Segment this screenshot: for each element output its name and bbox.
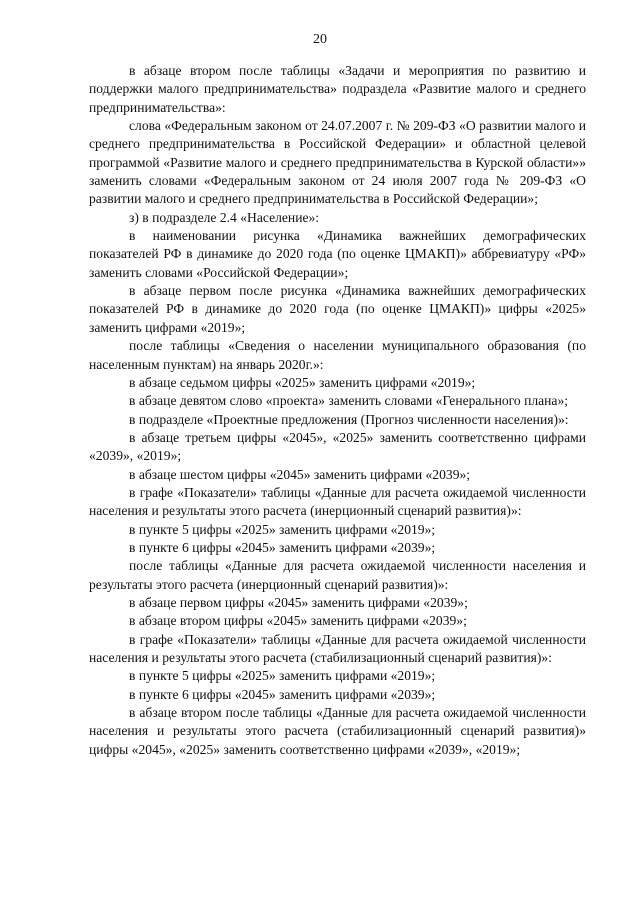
paragraph: после таблицы «Данные для расчета ожидаемой численности населения и результаты этого расчета (инерционный сценарий развития)»: (89, 558, 586, 592)
paragraph: в графе «Показатели» таблицы «Данные для расчета ожидаемой численности населения и результаты этого расчета (стабилизационный сценарий развития)»: (89, 631, 586, 665)
paragraph: в абзаце шестом цифры «2045» заменить цифрами «2039»; (129, 466, 471, 482)
paragraph: в пункте 5 цифры «2025» заменить цифрами «2019»; (129, 668, 436, 684)
paragraph: в абзаце седьмом цифры «2025» заменить цифрами «2019»; (129, 374, 476, 390)
paragraph: в абзаце первом цифры «2045» заменить цифрами «2039»; (129, 594, 468, 610)
paragraph: в графе «Показатели» таблицы «Данные для расчета ожидаемой численности населения и результаты этого расчета (инерционный сценарий развития)»: (89, 484, 586, 519)
paragraph: з) в подразделе 2.4 «Население»: (129, 209, 320, 225)
paragraph: в пункте 5 цифры «2025» заменить цифрами «2019»; (129, 521, 436, 537)
paragraph: после таблицы «Сведения о населении муниципального образования (по населенным пунктам) на январь 2020г.»: (89, 338, 586, 372)
paragraph: в абзаце втором после таблицы «Данные для расчета ожидаемой численности населения и результаты этого расчета (стабилизационный сценарий развития)» цифры «2045», «2025» заменить соответственно цифрами «2039», «2019»; (89, 705, 586, 757)
paragraph: в пункте 6 цифры «2045» заменить цифрами «2039»; (129, 539, 436, 555)
paragraph: в абзаце втором после таблицы «Задачи и мероприятия по развитию и поддержки малого предпринимательства» подраздела «Развитие малого и среднего предпринимательства»: (89, 63, 586, 115)
paragraph: в пункте 6 цифры «2045» заменить цифрами «2039»; (129, 686, 436, 702)
page-number: 20 (313, 32, 327, 47)
paragraph: слова «Федеральным законом от 24.07.2007 г. № 209-ФЗ «О развитии малого и среднего предпринимательства в Российской Федерации» и областной целевой программой «Развитие малого и среднего предпринимательства в Курской области»» заменить словами «Федеральным законом от 24 июля 2007 года № 209-ФЗ «О развитии малого и среднего предпринимательства в Российской Федерации»; (89, 118, 586, 207)
paragraph: в наименовании рисунка «Динамика важнейших демографических показателей РФ в динамике до 2020 года (по оценке ЦМАКП)» аббревиатуру «РФ» заменить словами «Российской Федерации»; (89, 228, 586, 280)
paragraph: в абзаце третьем цифры «2045», «2025» заменить соответственно цифрами «2039», «2019»; (89, 429, 586, 464)
document-body (89, 62, 586, 759)
paragraph: в абзаце втором цифры «2045» заменить цифрами «2039»; (129, 613, 467, 629)
paragraph: в подразделе «Проектные предложения (Прогноз численности населения)»: (129, 411, 569, 427)
paragraph: в абзаце первом после рисунка «Динамика важнейших демографических показателей РФ в динамике до 2020 года (по оценке ЦМАКП)» цифры «2025» заменить цифрами «2019»; (89, 283, 586, 335)
paragraph: в абзаце девятом слово «проекта» заменить словами «Генерального плана»; (129, 393, 569, 409)
